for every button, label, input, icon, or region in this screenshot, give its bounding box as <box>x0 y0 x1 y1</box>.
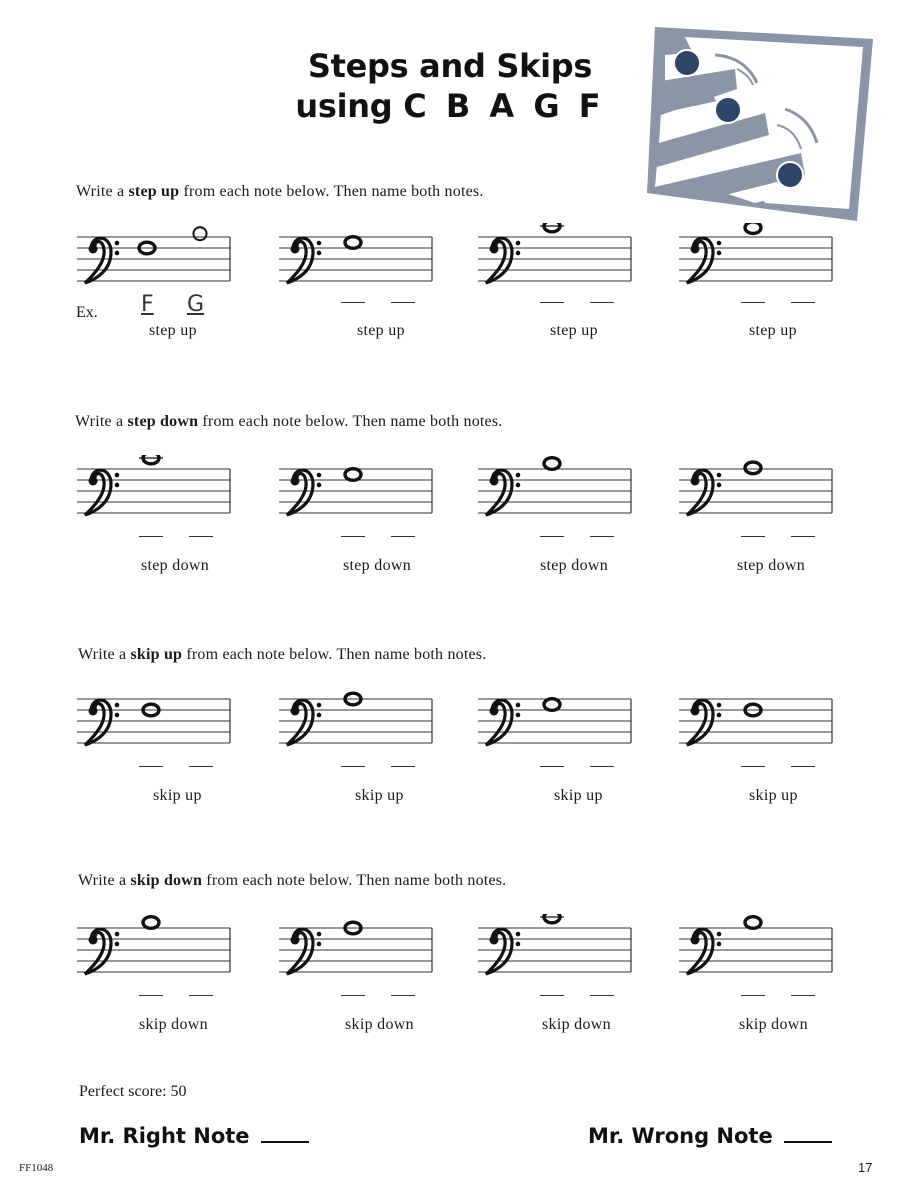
bass-clef-icon <box>85 238 119 283</box>
note-name-blank-1[interactable] <box>139 536 163 537</box>
exercise-0-3 <box>679 223 834 353</box>
bass-clef-icon <box>287 238 321 283</box>
note-name-blank-1[interactable] <box>341 766 365 767</box>
exercise-caption: step down <box>540 557 609 574</box>
answer-blanks <box>279 766 434 780</box>
note-name-blank-2[interactable] <box>391 302 415 303</box>
instruction-3: Write a skip down from each note below. Then name both notes. <box>78 872 507 889</box>
instruction-2: Write a skip up from each note below. Then name both notes. <box>78 646 487 663</box>
answer-blanks <box>679 302 834 316</box>
bass-staff[interactable] <box>279 914 434 980</box>
bass-clef-icon <box>85 929 119 974</box>
note-name-blank-2[interactable] <box>791 995 815 996</box>
bass-staff[interactable] <box>77 455 232 521</box>
exercise-caption: skip up <box>355 787 404 804</box>
note-name-blank-2[interactable] <box>189 766 213 767</box>
bass-clef-icon <box>287 470 321 515</box>
bass-staff[interactable] <box>679 455 834 521</box>
answer-blanks <box>77 995 232 1009</box>
note-name-blank-2[interactable] <box>391 536 415 537</box>
note-name-blank-1[interactable] <box>741 995 765 996</box>
example-answer-1: F <box>141 292 154 317</box>
title-line-1: Steps and Skips <box>307 47 593 85</box>
whole-note-icon <box>345 469 361 481</box>
perfect-score: Perfect score: 50 <box>79 1083 187 1100</box>
bass-clef-icon <box>85 700 119 745</box>
exercise-caption: step down <box>141 557 210 574</box>
bass-staff[interactable] <box>279 685 434 751</box>
bass-clef-icon <box>486 929 520 974</box>
whole-note-icon <box>544 458 560 470</box>
whole-note-icon <box>544 914 560 923</box>
answer-blanks <box>77 536 232 550</box>
answer-blanks <box>478 766 633 780</box>
exercise-caption: step down <box>343 557 412 574</box>
answer-blanks <box>679 995 834 1009</box>
bass-staff[interactable] <box>679 685 834 751</box>
answer-blanks <box>679 536 834 550</box>
note-name-blank-2[interactable] <box>590 536 614 537</box>
title-line-2: using C B A G F <box>295 87 605 125</box>
bass-staff[interactable] <box>679 914 834 980</box>
note-name-blank-1[interactable] <box>741 536 765 537</box>
whole-note-icon <box>143 917 159 929</box>
bass-clef-icon <box>287 929 321 974</box>
exercise-caption: step up <box>550 322 598 339</box>
exercise-caption: step down <box>737 557 806 574</box>
exercise-caption: skip down <box>345 1016 414 1033</box>
exercise-caption: skip down <box>542 1016 611 1033</box>
note-name-blank-2[interactable] <box>189 995 213 996</box>
page-title <box>250 46 650 126</box>
note-name-blank-2[interactable] <box>391 766 415 767</box>
whole-note-icon <box>745 223 761 233</box>
note-name-blank-1[interactable] <box>341 536 365 537</box>
note-name-blank-1[interactable] <box>139 995 163 996</box>
bass-staff[interactable] <box>679 223 834 289</box>
answer-blanks <box>478 536 633 550</box>
instruction-0: Write a step up from each note below. Then name both notes. <box>76 183 484 200</box>
exercise-2-3 <box>679 685 834 815</box>
answer-blanks <box>478 302 633 316</box>
whole-note-icon <box>143 455 159 464</box>
bass-staff[interactable] <box>77 685 232 751</box>
note-name-blank-1[interactable] <box>341 302 365 303</box>
exercise-caption: step up <box>749 322 797 339</box>
exercise-caption: skip down <box>139 1016 208 1033</box>
bass-clef-icon <box>687 470 721 515</box>
exercise-3-2 <box>478 914 633 1044</box>
exercise-caption: skip down <box>739 1016 808 1033</box>
note-name-blank-2[interactable] <box>590 302 614 303</box>
mr-wrong-note-label: Mr. Wrong Note <box>588 1124 832 1148</box>
whole-note-icon <box>544 223 560 232</box>
note-name-blank-1[interactable] <box>540 995 564 996</box>
exercise-caption: step up <box>149 322 197 339</box>
whole-note-icon <box>194 227 207 240</box>
exercise-1-3 <box>679 455 834 585</box>
whole-note-icon <box>745 462 761 474</box>
note-name-blank-2[interactable] <box>791 302 815 303</box>
answer-blanks <box>279 302 434 316</box>
exercise-2-0 <box>77 685 232 815</box>
whole-note-icon <box>544 699 560 711</box>
answer-blanks <box>679 766 834 780</box>
exercise-3-3 <box>679 914 834 1044</box>
note-name-blank-1[interactable] <box>540 536 564 537</box>
answer-blanks <box>279 536 434 550</box>
exercise-1-1 <box>279 455 434 585</box>
bass-clef-icon <box>486 238 520 283</box>
note-name-blank-1[interactable] <box>540 766 564 767</box>
note-name-blank-2[interactable] <box>791 766 815 767</box>
bass-clef-icon <box>687 929 721 974</box>
exercise-caption: skip up <box>554 787 603 804</box>
note-name-blank-1[interactable] <box>540 302 564 303</box>
note-letters: C B A G F <box>403 87 605 125</box>
note-name-blank-1[interactable] <box>741 766 765 767</box>
note-name-blank-1[interactable] <box>341 995 365 996</box>
exercise-0-2 <box>478 223 633 353</box>
bass-staff[interactable] <box>478 455 633 521</box>
whole-note-icon <box>745 917 761 929</box>
whole-note-icon <box>345 237 361 249</box>
bass-clef-icon <box>486 700 520 745</box>
exercise-2-1 <box>279 685 434 815</box>
bass-staff[interactable] <box>478 685 633 751</box>
bass-staff[interactable] <box>279 455 434 521</box>
exercise-0-1 <box>279 223 434 353</box>
example-answer-2: G <box>187 292 205 317</box>
exercise-caption: skip up <box>749 787 798 804</box>
note-name-blank-1[interactable] <box>741 302 765 303</box>
exercise-1-2 <box>478 455 633 585</box>
note-name-blank-2[interactable] <box>590 995 614 996</box>
answer-blanks <box>77 302 232 316</box>
mr-right-note-label: Mr. Right Note <box>79 1124 309 1148</box>
bass-staff[interactable] <box>478 914 633 980</box>
answer-blanks <box>77 766 232 780</box>
bass-staff[interactable] <box>77 914 232 980</box>
note-name-blank-2[interactable] <box>391 995 415 996</box>
exercise-2-2 <box>478 685 633 815</box>
note-name-blank-2[interactable] <box>791 536 815 537</box>
footer-code: FF1048 <box>19 1162 54 1174</box>
bass-clef-icon <box>287 700 321 745</box>
bass-staff[interactable] <box>478 223 633 289</box>
bass-staff[interactable] <box>77 223 232 289</box>
bass-clef-icon <box>687 700 721 745</box>
score-blank-wrong[interactable] <box>784 1141 832 1143</box>
bass-clef-icon <box>486 470 520 515</box>
exercise-3-1 <box>279 914 434 1044</box>
note-name-blank-1[interactable] <box>139 766 163 767</box>
stepping-notes-logo-icon <box>645 25 877 221</box>
bass-clef-icon <box>687 238 721 283</box>
note-name-blank-2[interactable] <box>189 536 213 537</box>
answer-blanks <box>478 995 633 1009</box>
note-name-blank-2[interactable] <box>590 766 614 767</box>
exercise-3-0 <box>77 914 232 1044</box>
bass-staff[interactable] <box>279 223 434 289</box>
exercise-caption: skip up <box>153 787 202 804</box>
score-blank-right[interactable] <box>261 1141 309 1143</box>
bass-clef-icon <box>85 470 119 515</box>
example-label: Ex. <box>76 304 98 321</box>
instruction-1: Write a step down from each note below. Then name both notes. <box>75 413 503 430</box>
answer-blanks <box>279 995 434 1009</box>
exercise-0-0 <box>77 223 232 353</box>
exercise-1-0 <box>77 455 232 585</box>
page-number: 17 <box>858 1160 873 1175</box>
exercise-caption: step up <box>357 322 405 339</box>
